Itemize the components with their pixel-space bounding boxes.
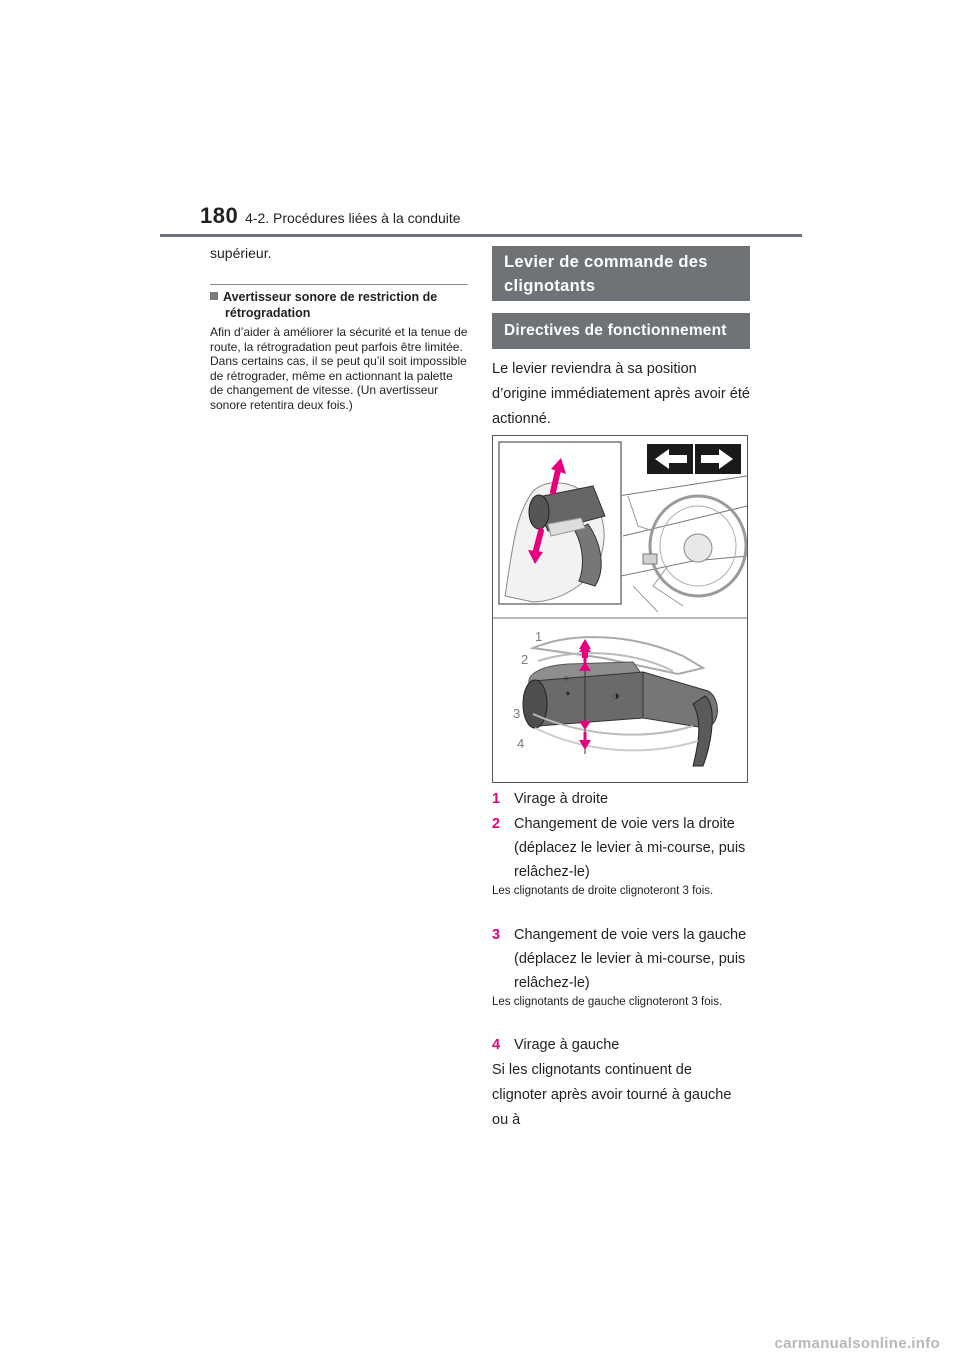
note-right-signals: Les clignotants de droite clignoteront 3 fois.	[492, 885, 714, 897]
svg-text:◑: ◑	[613, 692, 620, 700]
svg-text:✷: ✷	[565, 690, 571, 698]
list-item	[492, 1033, 750, 1057]
square-bullet-icon	[210, 292, 218, 300]
callout-3: 3	[513, 706, 521, 721]
section-title: 4-2. Procédures liées à la conduite	[245, 210, 461, 226]
list-item	[492, 923, 750, 995]
item-text: Changement de voie vers la droite (déplacez le levier à mi-course, puis relâchez-le)	[514, 816, 746, 880]
subsection-heading: Directives de fonctionnement	[492, 313, 750, 349]
lever-closeup	[513, 629, 717, 766]
continuation-text: supérieur.	[210, 245, 272, 261]
note-heading	[210, 289, 468, 321]
figure-illustration	[493, 436, 747, 782]
turn-arrows-indicator	[647, 444, 741, 474]
page-number: 180	[200, 203, 239, 228]
callout-2: 2	[521, 652, 529, 667]
note-heading-line2: rétrogradation	[225, 306, 311, 320]
closing-paragraph: Si les clignotants continuent de clignoter après avoir tourné à gauche ou à	[492, 1062, 732, 1128]
item-text: Changement de voie vers la gauche (déplacez le levier à mi-course, puis relâchez-le)	[514, 927, 747, 991]
item-text: Virage à gauche	[514, 1037, 620, 1053]
list-item	[492, 787, 750, 811]
item-number: 1	[492, 791, 501, 807]
list-item	[492, 812, 750, 884]
item-number: 4	[492, 1037, 501, 1053]
note-divider	[210, 284, 468, 285]
intro-paragraph: Le levier reviendra à sa position d’origine immédiatement après avoir été actionné.	[492, 361, 750, 427]
callout-1: 1	[535, 629, 543, 644]
note-heading-line1: Avertisseur sonore de restriction de	[223, 290, 438, 304]
note-left-signals: Les clignotants de gauche clignoteront 3 fois.	[492, 996, 723, 1008]
svg-text:☼: ☼	[563, 675, 570, 683]
header-rule	[160, 234, 802, 237]
watermark: carmanualsonline.info	[774, 1335, 940, 1352]
item-text: Virage à droite	[514, 791, 609, 807]
lever-inset	[499, 442, 621, 604]
item-number: 2	[492, 816, 501, 832]
turn-signal-lever-figure	[492, 435, 748, 783]
item-number: 3	[492, 927, 501, 943]
section-heading: Levier de commande des clignotants	[492, 246, 750, 301]
note-body: Afin d’aider à améliorer la sécurité et la tenue de route, la rétrogradation peut parfois être limitée. Dans certains cas, il se peut qu’il soit impossible de rétrograder, même en actionnant la palette de changement de vitesse. (Un avertisseur sonore retentira deux fois.)	[210, 325, 468, 412]
callout-4: 4	[517, 736, 525, 751]
